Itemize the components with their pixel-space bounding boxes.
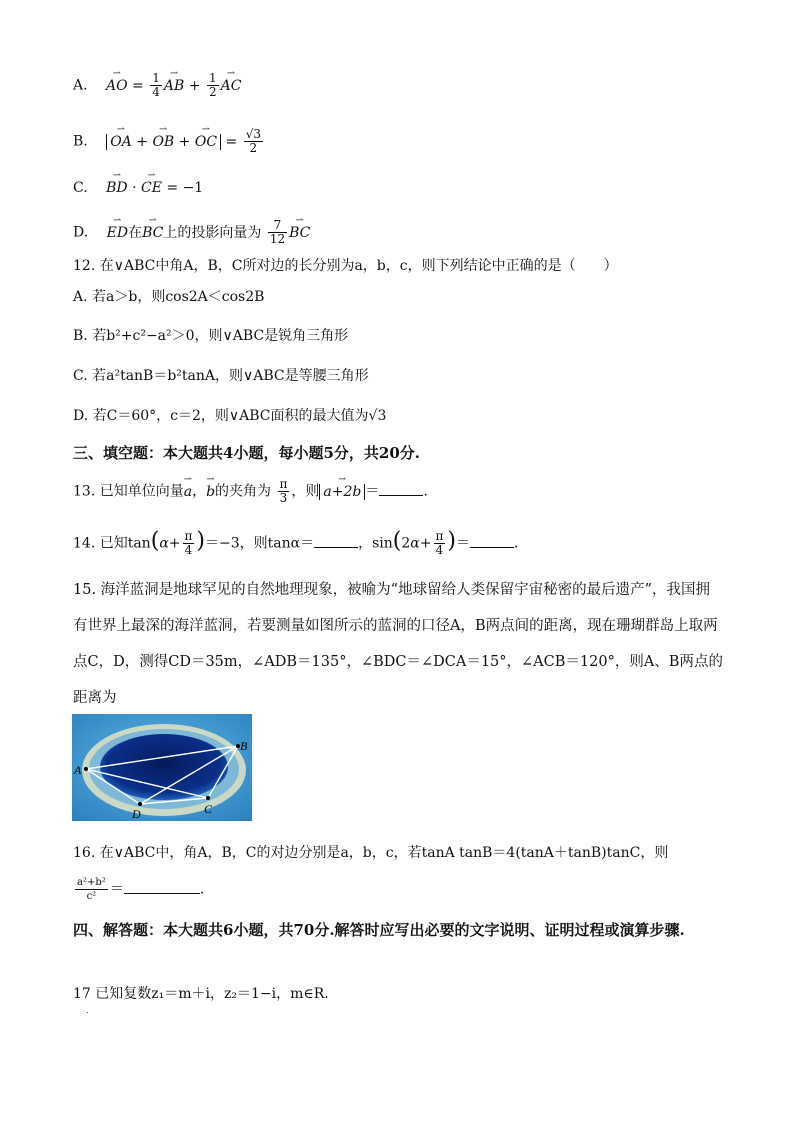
- option-d: D. ⇀ ED在⇀ BC上的投影向量为 $\frac{7}{12}$ ⇀ BC: [73, 219, 310, 246]
- q13: 13. 已知单位向量⇀ a，⇀ b的夹角为 $\frac{\pi}{3}$ ，则⇀ a+2b ＝ .: [73, 478, 428, 505]
- section-3-heading: 三、填空题：本大题共4小题，每小题5分，共20分.: [73, 444, 420, 462]
- option-c: C. ⇀ BD · ⇀ CE = −1: [73, 178, 203, 198]
- label-b: B: [240, 739, 248, 753]
- q14: 14. 已知tan(α+ $\frac{\pi}{4}$ )＝−3，则tanα＝ ，sin(2α+ $\frac{\pi}{4}$ )＝ .: [73, 528, 519, 557]
- q12-option-d: D. 若C＝60°，c＝2，则∨ABC面积的最大值为√3: [73, 408, 387, 424]
- section-4-heading: 四、解答题：本大题共6小题，共70分.解答时应写出必要的文字说明、证明过程或演算步骤.: [73, 921, 685, 939]
- q12-option-a: A. 若a＞b，则cos2A＜cos2B: [73, 289, 265, 305]
- q16-stem: 16. 在∨ABC中，角A，B，C的对边分别是a，b，c，若tanA tanB＝4(tanA＋tanB)tanC，则: [73, 845, 669, 861]
- stray-dot: .: [86, 1006, 89, 1015]
- label-d: D: [132, 807, 141, 821]
- q15-text: 15. 海洋蓝洞是地球罕见的自然地理现象，被喻为“地球留给人类保留宇宙秘密的最后遗产”，我国拥有世界上最深的海洋蓝洞，若要测量如图所示的蓝洞的口径A，B两点间的距离，现在珊瑚群岛上取两点C，D，测得CD＝35m，∠ADB＝135°，∠BDC＝∠DCA＝15°，∠ACB＝120°，则A、B两点的距离为: [73, 572, 723, 752]
- label-a: A: [74, 763, 82, 777]
- option-a: A. ⇀ AO = $\frac{1}{4}$ ⇀ AB + $\frac{1}{2}$ ⇀ AC: [73, 72, 241, 99]
- q12-option-b: B. 若b²+c²−a²＞0，则∨ABC是锐角三角形: [73, 328, 349, 344]
- option-b: B. ⇀ OA + ⇀ OB + ⇀ OC = $\frac{√3}{2}$: [73, 128, 265, 155]
- q17-stem: 17 已知复数z₁＝m＋i，z₂＝1−i，m∈R.: [73, 986, 329, 1002]
- q12-option-c: C. 若a²tanB＝b²tanA，则∨ABC是等腰三角形: [73, 368, 369, 384]
- q12-stem: 12. 在∨ABC中角A，B，C所对边的长分别为a，b，c，则下列结论中正确的是（ ）: [73, 258, 618, 274]
- q16-expression: $\frac{\text{a²+b²}}{\text{c²}}$ ＝ .: [77, 877, 205, 902]
- label-c: C: [204, 802, 213, 816]
- blue-hole-figure: [72, 714, 252, 821]
